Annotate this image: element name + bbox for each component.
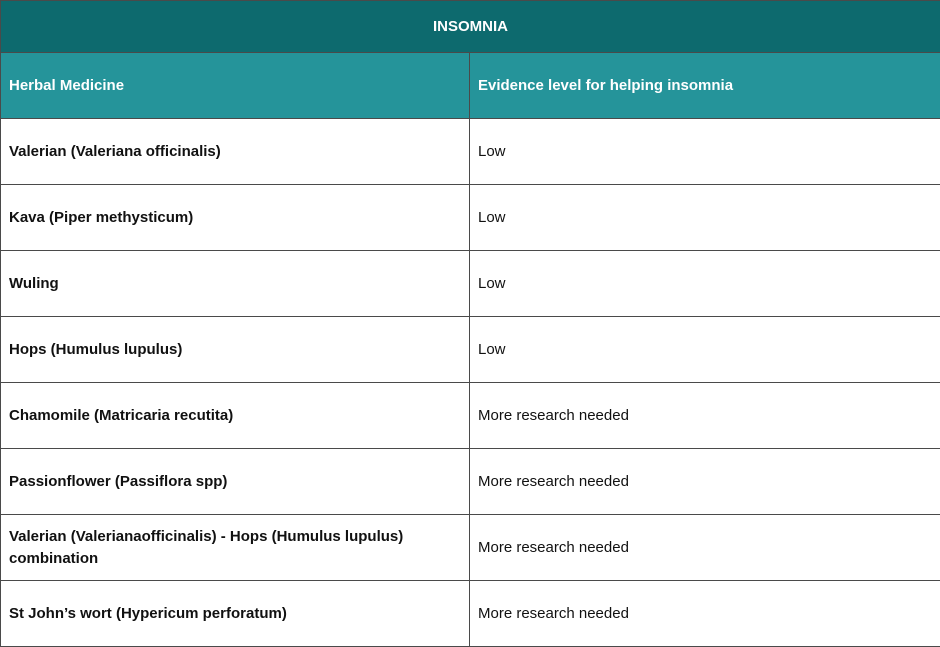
header-evidence-level: Evidence level for helping insomnia <box>470 53 940 119</box>
evidence-level: More research needed <box>470 449 940 515</box>
table-row <box>1 251 940 317</box>
table-row <box>1 383 940 449</box>
herb-name: Kava (Piper methysticum) <box>1 185 470 251</box>
evidence-level: Low <box>470 251 940 317</box>
table-row <box>1 449 940 515</box>
table-title: INSOMNIA <box>1 1 940 53</box>
herb-name: Passionflower (Passiflora spp) <box>1 449 470 515</box>
table-row <box>1 185 940 251</box>
header-herbal-medicine: Herbal Medicine <box>1 53 470 119</box>
herb-name: St John’s wort (Hypericum perforatum) <box>1 581 470 647</box>
herb-name: Valerian (Valeriana officinalis) <box>1 119 470 185</box>
table-row <box>1 581 940 647</box>
herb-name: Wuling <box>1 251 470 317</box>
table-row <box>1 515 940 581</box>
table-row <box>1 119 940 185</box>
table-row <box>1 317 940 383</box>
evidence-level: More research needed <box>470 383 940 449</box>
evidence-level: More research needed <box>470 581 940 647</box>
evidence-level: More research needed <box>470 515 940 581</box>
table-title-row <box>1 1 940 53</box>
evidence-level: Low <box>470 185 940 251</box>
herb-name: Hops (Humulus lupulus) <box>1 317 470 383</box>
herb-name: Valerian (Valerianaofficinalis) - Hops (Humulus lupulus) combination <box>1 515 470 581</box>
evidence-level: Low <box>470 119 940 185</box>
herb-name: Chamomile (Matricaria recutita) <box>1 383 470 449</box>
evidence-level: Low <box>470 317 940 383</box>
table-header-row <box>1 53 940 119</box>
